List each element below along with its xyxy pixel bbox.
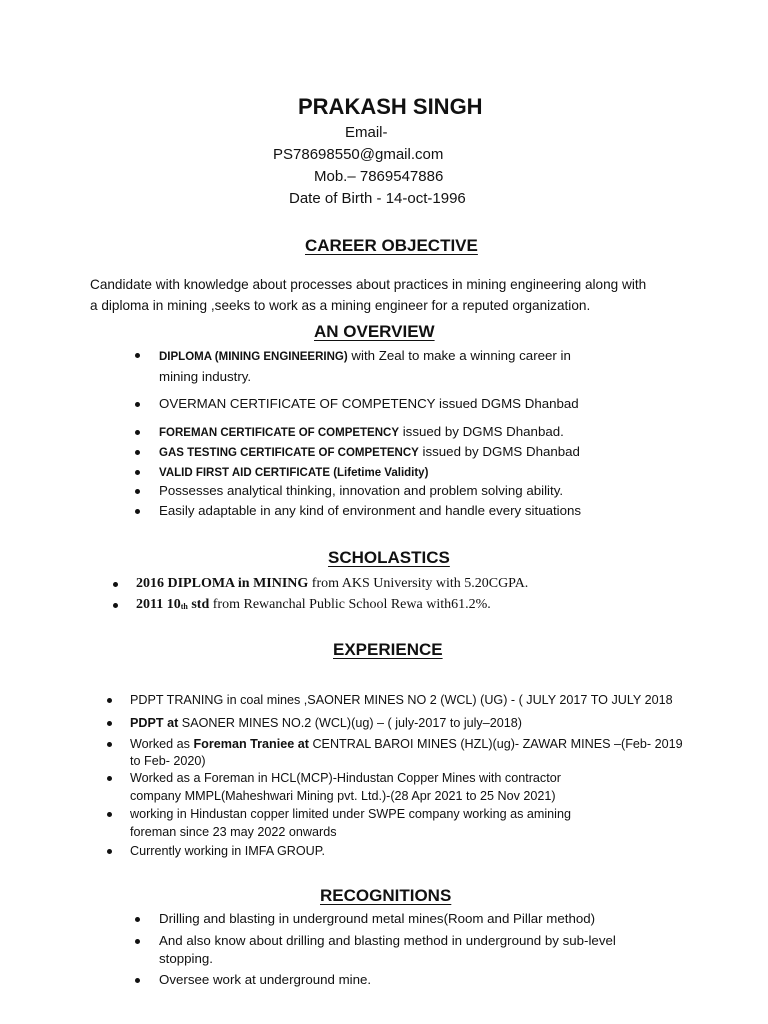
list-item: Drilling and blasting in underground metal mines(Room and Pillar method) (159, 911, 596, 926)
list-item: FOREMAN CERTIFICATE OF COMPETENCY issued by DGMS Dhanbad. (159, 424, 564, 439)
career-objective-heading: CAREER OBJECTIVE (305, 236, 478, 255)
list-item: working in Hindustan copper limited under SWPE company working as amining (130, 807, 571, 821)
list-item: PDPT TRANING in coal mines ,SAONER MINES NO 2 (WCL) (UG) - ( JULY 2017 TO JULY 2018 (130, 693, 673, 707)
mobile-number: Mob.– 7869547886 (314, 168, 444, 185)
list-item-continuation: foreman since 23 may 2022 onwards (130, 825, 337, 839)
list-item-continuation: mining industry. (159, 369, 252, 384)
list-item: And also know about drilling and blasting method in underground by sub-level (159, 933, 616, 948)
experience-heading: EXPERIENCE (333, 640, 443, 659)
list-item: Currently working in IMFA GROUP. (130, 844, 326, 858)
candidate-name: PRAKASH SINGH (298, 94, 483, 119)
overview-heading: AN OVERVIEW (314, 322, 435, 341)
list-item: Easily adaptable in any kind of environment and handle every situations (159, 503, 582, 518)
email-label: Email- (345, 124, 388, 141)
career-objective-line-2: a diploma in mining ,seeks to work as a mining engineer for a reputed organization. (90, 298, 591, 313)
list-item-continuation: company MMPL(Maheshwari Mining pvt. Ltd.)-(28 Apr 2021 to 25 Nov 2021) (130, 789, 556, 803)
list-item: OVERMAN CERTIFICATE OF COMPETENCY issued DGMS Dhanbad (159, 396, 579, 411)
list-item: GAS TESTING CERTIFICATE OF COMPETENCY issued by DGMS Dhanbad (159, 444, 580, 459)
list-item: Worked as Foreman Traniee at CENTRAL BAROI MINES (HZL)(ug)- ZAWAR MINES –(Feb- 2019 (130, 737, 683, 751)
list-item: 2011 10th std from Rewanchal Public School Rewa with61.2%. (136, 597, 491, 612)
list-item-continuation: to Feb- 2020) (130, 754, 206, 768)
list-item: Possesses analytical thinking, innovation and problem solving ability. (159, 483, 564, 498)
email-address: PS78698550@gmail.com (273, 146, 444, 163)
list-item: VALID FIRST AID CERTIFICATE (Lifetime Validity) (159, 464, 428, 479)
career-objective-line-1: Candidate with knowledge about processes about practices in mining engineering along with (90, 277, 647, 292)
recognitions-heading: RECOGNITIONS (320, 886, 452, 905)
list-item: DIPLOMA (MINING ENGINEERING) with Zeal to make a winning career in (159, 348, 571, 363)
scholastics-heading: SCHOLASTICS (328, 548, 450, 567)
list-item: Oversee work at underground mine. (159, 972, 372, 987)
date-of-birth: Date of Birth - 14-oct-1996 (289, 190, 466, 207)
list-item: Worked as a Foreman in HCL(MCP)-Hindustan Copper Mines with contractor (130, 771, 561, 785)
list-item: PDPT at SAONER MINES NO.2 (WCL)(ug) – ( july-2017 to july–2018) (130, 716, 522, 730)
list-item-continuation: stopping. (159, 951, 213, 966)
list-item: 2016 DIPLOMA in MINING from AKS University with 5.20CGPA. (136, 576, 529, 591)
